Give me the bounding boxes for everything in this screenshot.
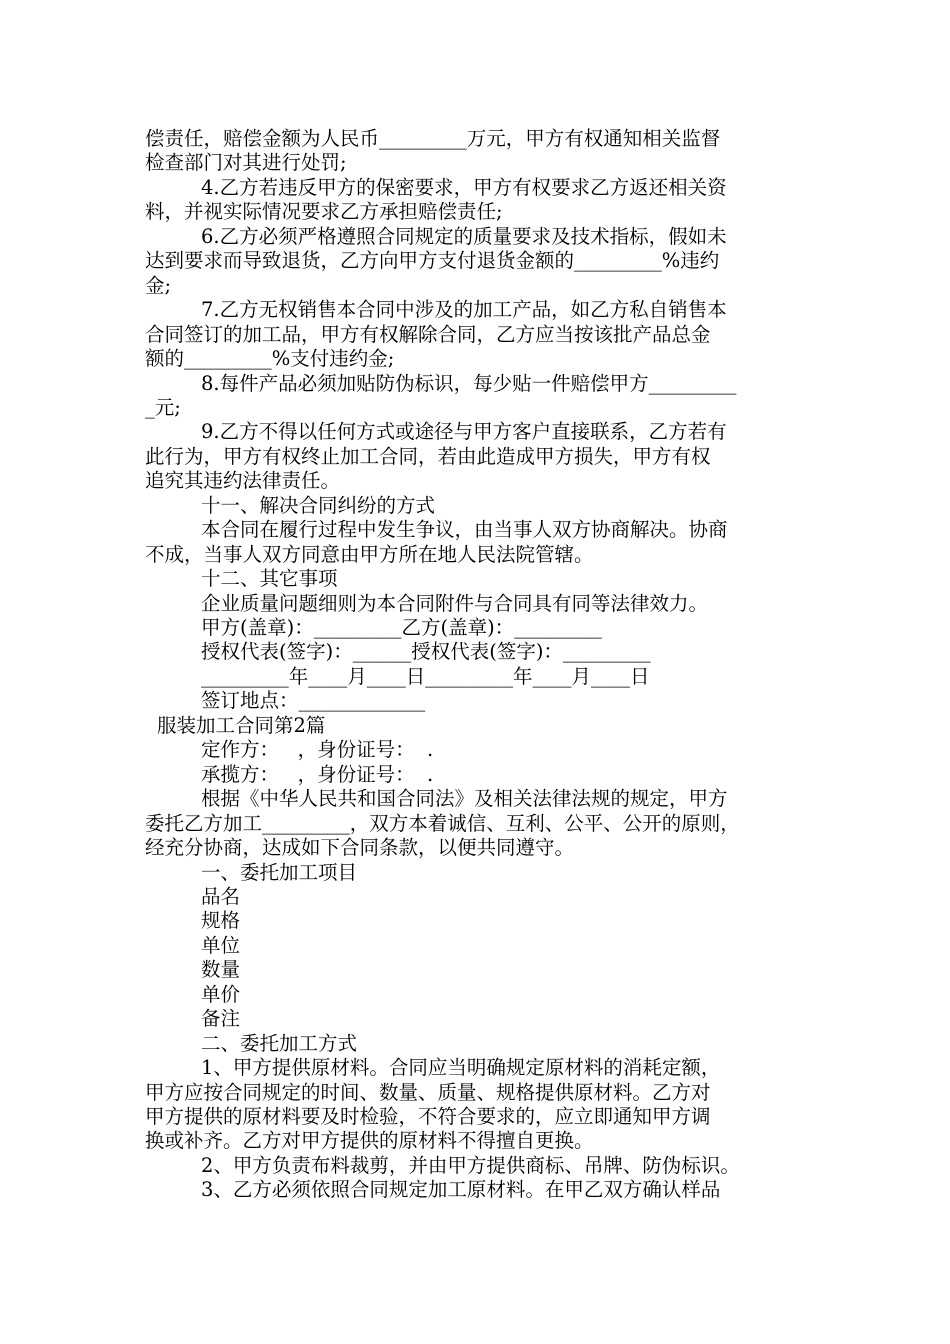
- text-line: 委托乙方加工_________，双方本着诚信、互利、公平、公开的原则，: [145, 811, 740, 835]
- text-line: 合同签订的加工品，甲方有权解除合同，乙方应当按该批产品总金: [145, 322, 711, 346]
- text-line: 单价: [201, 982, 241, 1006]
- text-line: 签订地点：_____________: [201, 689, 426, 713]
- text-line: 8.每件产品必须加贴防伪标识，每少贴一件赔偿甲方_________: [201, 371, 737, 395]
- text-line: 6.乙方必须严格遵照合同规定的质量要求及技术指标，假如未: [201, 224, 727, 248]
- text-line: 规格: [201, 909, 241, 933]
- text-line: 十二、其它事项: [201, 567, 338, 591]
- text-line: 企业质量问题细则为本合同附件与合同具有同等法律效力。: [201, 591, 709, 615]
- text-line: 甲方(盖章)：_________乙方(盖章)：_________: [201, 616, 602, 639]
- text-line: 额的_________%支付违约金;: [145, 347, 395, 371]
- text-line: 甲方应按合同规定的时间、数量、质量、规格提供原材料。乙方对: [145, 1080, 711, 1104]
- text-line: 承揽方： ，身份证号： .: [201, 762, 434, 786]
- text-line: 7.乙方无权销售本合同中涉及的加工产品，如乙方私自销售本: [201, 298, 727, 322]
- text-line: 偿责任，赔偿金额为人民币_________万元，甲方有权通知相关监督: [145, 127, 721, 150]
- text-line: 一、委托加工项目: [201, 860, 358, 884]
- text-line: 十一、解决合同纠纷的方式: [201, 493, 436, 517]
- text-line: 达到要求而导致退货，乙方向甲方支付退货金额的_________%违约: [145, 249, 720, 273]
- text-line: 此行为，甲方有权终止加工合同，若由此造成甲方损失，甲方有权: [145, 444, 711, 468]
- text-line: 检查部门对其进行处罚;: [145, 151, 347, 175]
- text-line: 金;: [145, 273, 172, 297]
- text-line: 追究其违约法律责任。: [145, 469, 341, 493]
- text-line: 2、甲方负责布料裁剪，并由甲方提供商标、吊牌、防伪标识。: [201, 1153, 740, 1177]
- text-line: 4.乙方若违反甲方的保密要求，甲方有权要求乙方返还相关资: [201, 175, 727, 199]
- text-line: 二、委托加工方式: [201, 1031, 358, 1055]
- text-line: 数量: [201, 958, 241, 982]
- text-line: _________年____月____日_________年____月____日: [201, 664, 650, 688]
- section-title: 服装加工合同第2篇: [157, 713, 326, 737]
- text-line: 换或补齐。乙方对甲方提供的原材料不得擅自更换。: [145, 1129, 594, 1153]
- text-line: 品名: [201, 884, 241, 908]
- text-line: 不成，当事人双方同意由甲方所在地人民法院管辖。: [145, 542, 594, 566]
- text-line: 授权代表(签字)：______授权代表(签字)：_________: [201, 640, 651, 664]
- text-line: 备注: [201, 1007, 241, 1031]
- text-line: 1、甲方提供原材料。合同应当明确规定原材料的消耗定额，: [201, 1056, 721, 1080]
- text-line: 料，并视实际情况要求乙方承担赔偿责任;: [145, 200, 503, 224]
- text-line: 单位: [201, 933, 241, 957]
- text-line: 甲方提供的原材料要及时检验，不符合要求的，应立即通知甲方调: [145, 1105, 711, 1128]
- text-line: 根据《中华人民共和国合同法》及相关法律法规的规定，甲方: [201, 787, 728, 811]
- text-line: 经充分协商，达成如下合同条款，以便共同遵守。: [145, 836, 575, 860]
- text-line: 9.乙方不得以任何方式或途径与甲方客户直接联系，乙方若有: [201, 420, 727, 444]
- text-line: 定作方： ，身份证号： .: [201, 738, 434, 762]
- text-line: 本合同在履行过程中发生争议，由当事人双方协商解决。协商: [201, 518, 728, 542]
- text-line: _元;: [145, 395, 181, 419]
- text-line: 3、乙方必须依照合同规定加工原材料。在甲乙双方确认样品: [201, 1178, 721, 1202]
